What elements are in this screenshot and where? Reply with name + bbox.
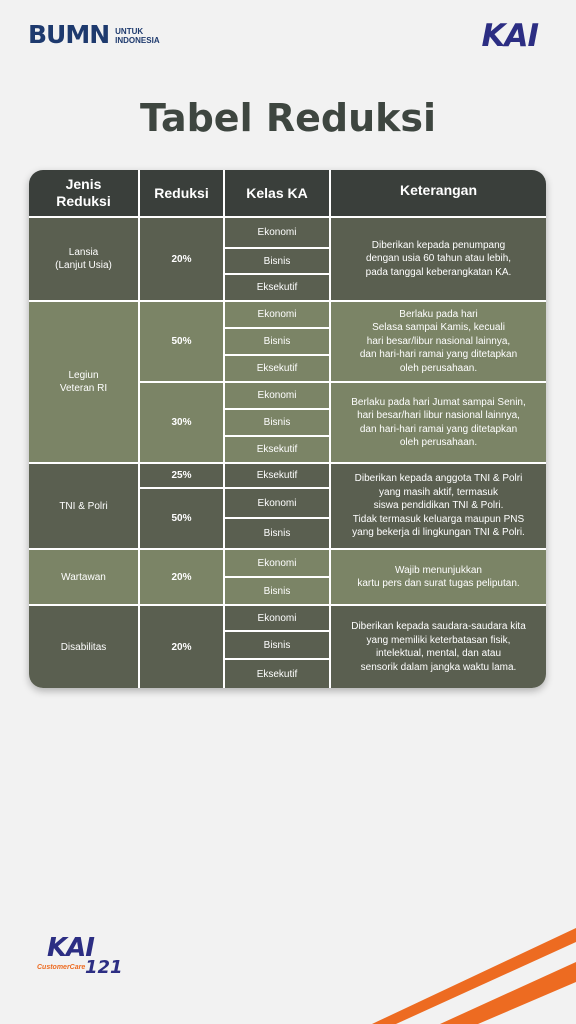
header-jenis-line1: Jenis [65, 176, 102, 192]
bumn-sub-line-2: INDONESIA [115, 36, 160, 45]
keterangan-line: dengan usia 60 tahun atau lebih, [365, 253, 512, 265]
header-kelas-ka: Kelas KA [225, 170, 329, 216]
footer-number-text: 121 [85, 957, 123, 978]
keterangan-line: yang masih aktif, termasuk [379, 486, 498, 498]
keterangan-line: yang memiliki keterbatasan fisik, [366, 634, 511, 646]
kelas-wartawan-bisnis: Bisnis [225, 578, 329, 604]
orange-stripe-upper [372, 928, 576, 1024]
keterangan-line: Diberikan kepada saudara-saudara kita [351, 621, 526, 632]
kelas-disabilitas-eksekutif: Eksekutif [225, 660, 329, 688]
jenis-legiun-veteran [29, 302, 138, 462]
kelas-lansia-ekonomi: Ekonomi [225, 218, 329, 247]
bumn-sub-line-1: UNTUK [115, 27, 144, 36]
orange-stripe-lower [440, 962, 576, 1024]
kelas-tni50-bisnis: Bisnis [225, 519, 329, 548]
header-jenis-line2: Reduksi [56, 193, 111, 209]
keterangan-line: yang bekerja di lingkungan TNI & Polri. [352, 527, 525, 539]
kelas-legiun50-ekonomi: Ekonomi [225, 302, 329, 327]
kelas-legiun30-bisnis: Bisnis [225, 410, 329, 435]
kelas-tni50-ekonomi: Ekonomi [225, 489, 329, 517]
keterangan-line: kartu pers dan surat tugas peliputan. [357, 578, 520, 589]
keterangan-line: dan hari-hari ramai yang ditetapkan [359, 423, 518, 435]
jenis-lansia [29, 218, 138, 300]
kai-customer-care-logo [37, 933, 127, 981]
bumn-logo-subtitle [115, 27, 159, 45]
keterangan-legiun-30 [331, 383, 546, 462]
keterangan-wartawan [331, 550, 546, 604]
header [0, 0, 576, 70]
keterangan-disabilitas [331, 606, 546, 688]
reduksi-disabilitas: 20% [140, 606, 223, 688]
keterangan-line: Berlaku pada hari [399, 308, 478, 320]
keterangan-line: intelektual, mental, dan atau [375, 648, 502, 659]
keterangan-line: Wajib menunjukkan [395, 564, 482, 576]
page-title: Tabel Reduksi [139, 96, 437, 140]
keterangan-line: dan hari-hari ramai yang ditetapkan [359, 349, 518, 361]
reduksi-tni-25: 25% [140, 464, 223, 487]
keterangan-line: pada tanggal keberangkatan KA. [365, 266, 512, 278]
keterangan-line: oleh perusahaan. [399, 437, 478, 448]
header-reduksi: Reduksi [140, 170, 223, 216]
jenis-wartawan: Wartawan [29, 550, 138, 604]
header-jenis-reduksi [29, 170, 138, 216]
kelas-lansia-bisnis: Bisnis [225, 249, 329, 273]
keterangan-line: Diberikan kepada penumpang [371, 239, 506, 251]
reduksi-wartawan: 20% [140, 550, 223, 604]
kai-logo [481, 18, 538, 54]
footer-customer-care-text: CustomerCare [37, 964, 86, 971]
footer-kai-text: KAI [47, 933, 94, 963]
kelas-legiun50-bisnis: Bisnis [225, 329, 329, 354]
keterangan-line: Selasa sampai Kamis, kecuali [372, 322, 505, 334]
jenis-lansia-line1: Lansia [68, 247, 99, 258]
keterangan-line: hari besar/libur nasional lainnya, [366, 335, 511, 347]
kelas-tni25-eksekutif: Eksekutif [225, 464, 329, 487]
kai-logo-text: KAI [481, 18, 538, 54]
kelas-legiun50-eksekutif: Eksekutif [225, 356, 329, 381]
keterangan-line: Diberikan kepada anggota TNI & Polri [354, 473, 523, 485]
bumn-logo-wordmark: BUMN [28, 20, 110, 49]
keterangan-line: sensorik dalam jangka waktu lama. [360, 661, 517, 673]
jenis-lansia-line2: (Lanjut Usia) [55, 260, 112, 271]
kelas-wartawan-ekonomi: Ekonomi [225, 550, 329, 576]
kelas-legiun30-ekonomi: Ekonomi [225, 383, 329, 408]
reduksi-legiun-50: 50% [140, 302, 223, 381]
keterangan-line: siswa pendidikan TNI & Polri. [373, 500, 504, 512]
kelas-legiun30-eksekutif: Eksekutif [225, 437, 329, 462]
kelas-disabilitas-bisnis: Bisnis [225, 632, 329, 658]
bumn-logo [28, 22, 160, 48]
kelas-disabilitas-ekonomi: Ekonomi [225, 606, 329, 630]
keterangan-tni-polri [331, 464, 546, 548]
jenis-legiun-line1: Legiun [68, 370, 99, 381]
reduksi-tni-50: 50% [140, 489, 223, 548]
keterangan-lansia [331, 218, 546, 300]
reduksi-lansia: 20% [140, 218, 223, 300]
reduction-table [29, 170, 546, 688]
keterangan-line: oleh perusahaan. [399, 362, 478, 374]
jenis-disabilitas: Disabilitas [29, 606, 138, 688]
keterangan-line: Tidak termasuk keluarga maupun PNS [352, 513, 525, 525]
header-keterangan: Keterangan [331, 170, 546, 216]
reduksi-legiun-30: 30% [140, 383, 223, 462]
kelas-lansia-eksekutif: Eksekutif [225, 275, 329, 300]
jenis-legiun-line2: Veteran RI [59, 383, 108, 394]
keterangan-line: Berlaku pada hari Jumat sampai Senin, [351, 396, 526, 408]
keterangan-legiun-50 [331, 302, 546, 381]
keterangan-line: hari besar/hari libur nasional lainnya, [357, 410, 520, 421]
jenis-tni-polri: TNI & Polri [29, 464, 138, 548]
